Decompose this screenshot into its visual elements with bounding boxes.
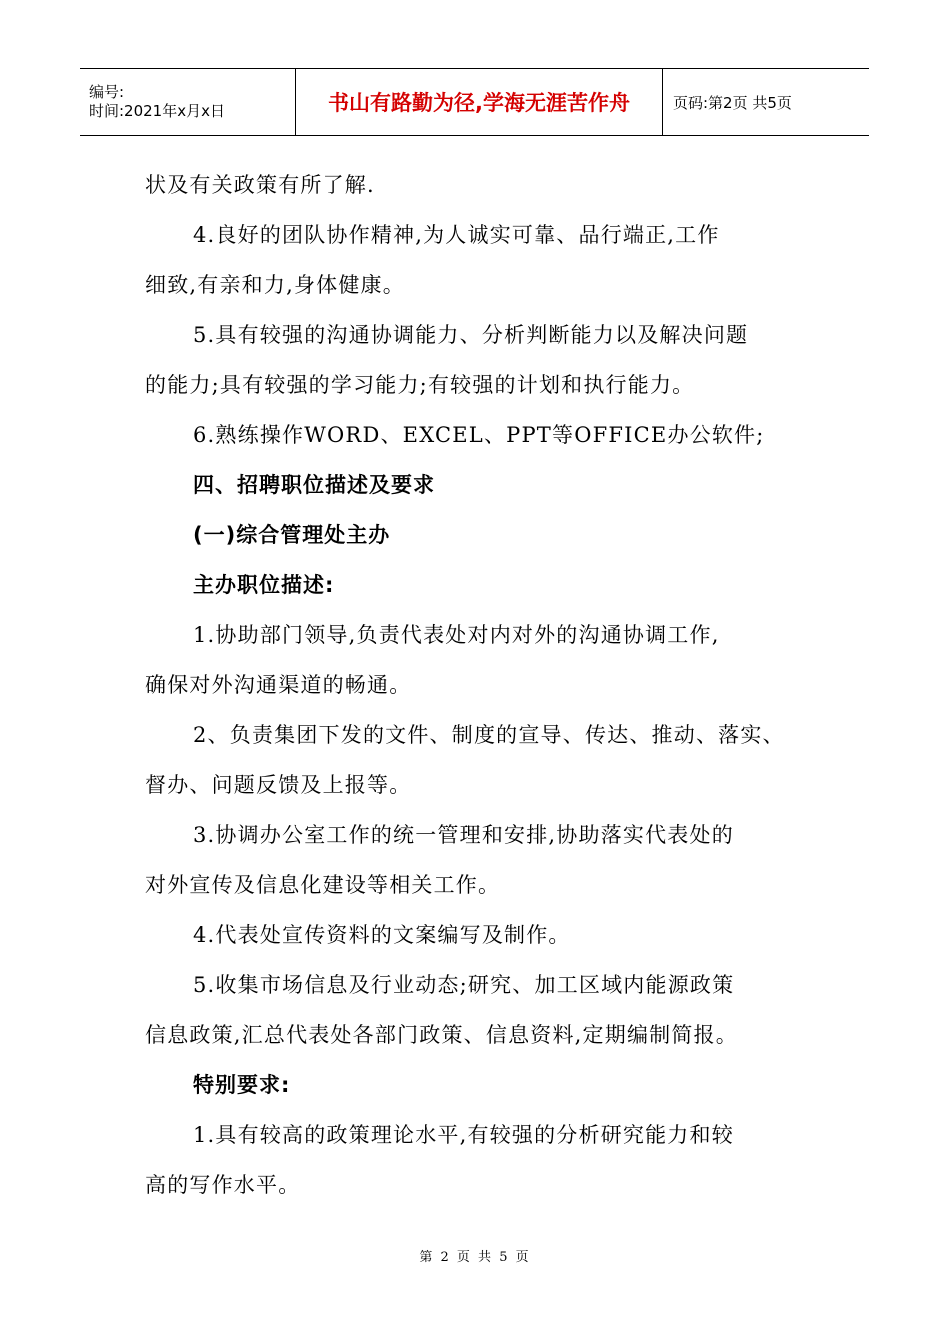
body-line: 2、负责集团下发的文件、制度的宣导、传达、推动、落实、 bbox=[193, 723, 785, 747]
body-line: 确保对外沟通渠道的畅通。 bbox=[145, 673, 412, 697]
body-line: 信息政策,汇总代表处各部门政策、信息资料,定期编制简报。 bbox=[145, 1023, 738, 1047]
body-line: 1.协助部门领导,负责代表处对内对外的沟通协调工作, bbox=[193, 623, 720, 647]
body-line: 3.协调办公室工作的统一管理和安排,协助落实代表处的 bbox=[193, 823, 734, 847]
requirements-heading: 特别要求: bbox=[193, 1073, 291, 1097]
body-line: 4.良好的团队协作精神,为人诚实可靠、品行端正,工作 bbox=[193, 223, 720, 247]
description-heading: 主办职位描述: bbox=[193, 573, 335, 597]
document-number-label: 编号: bbox=[89, 83, 125, 101]
header-meta bbox=[80, 69, 296, 135]
body-line: 5.具有较强的沟通协调能力、分析判断能力以及解决问题 bbox=[193, 323, 749, 347]
body-line: 5.收集市场信息及行业动态;研究、加工区域内能源政策 bbox=[193, 973, 735, 997]
header-page-info: 页码:第2页 共5页 bbox=[673, 93, 792, 112]
page-footer: 第 2 页 共 5 页 bbox=[419, 1250, 531, 1265]
body-line: 状及有关政策有所了解. bbox=[145, 173, 375, 197]
header-motto: 书山有路勤为径,学海无涯苦作舟 bbox=[296, 69, 663, 135]
body-line: 高的写作水平。 bbox=[145, 1173, 301, 1197]
document-body bbox=[145, 160, 825, 1210]
section-heading: 四、招聘职位描述及要求 bbox=[193, 473, 435, 497]
body-line: 1.具有较高的政策理论水平,有较强的分析研究能力和较 bbox=[193, 1123, 734, 1147]
body-line: 6.熟练操作WORD、EXCEL、PPT等OFFICE办公软件; bbox=[193, 423, 765, 447]
body-line: 4.代表处宣传资料的文案编写及制作。 bbox=[193, 923, 571, 947]
subsection-heading: (一)综合管理处主办 bbox=[193, 523, 391, 547]
body-line: 的能力;具有较强的学习能力;有较强的计划和执行能力。 bbox=[145, 373, 695, 397]
page-header bbox=[80, 68, 869, 136]
body-line: 对外宣传及信息化建设等相关工作。 bbox=[145, 873, 501, 897]
body-line: 督办、问题反馈及上报等。 bbox=[145, 773, 412, 797]
document-time-label: 时间:2021年x月x日 bbox=[89, 102, 225, 120]
body-line: 细致,有亲和力,身体健康。 bbox=[145, 273, 405, 297]
